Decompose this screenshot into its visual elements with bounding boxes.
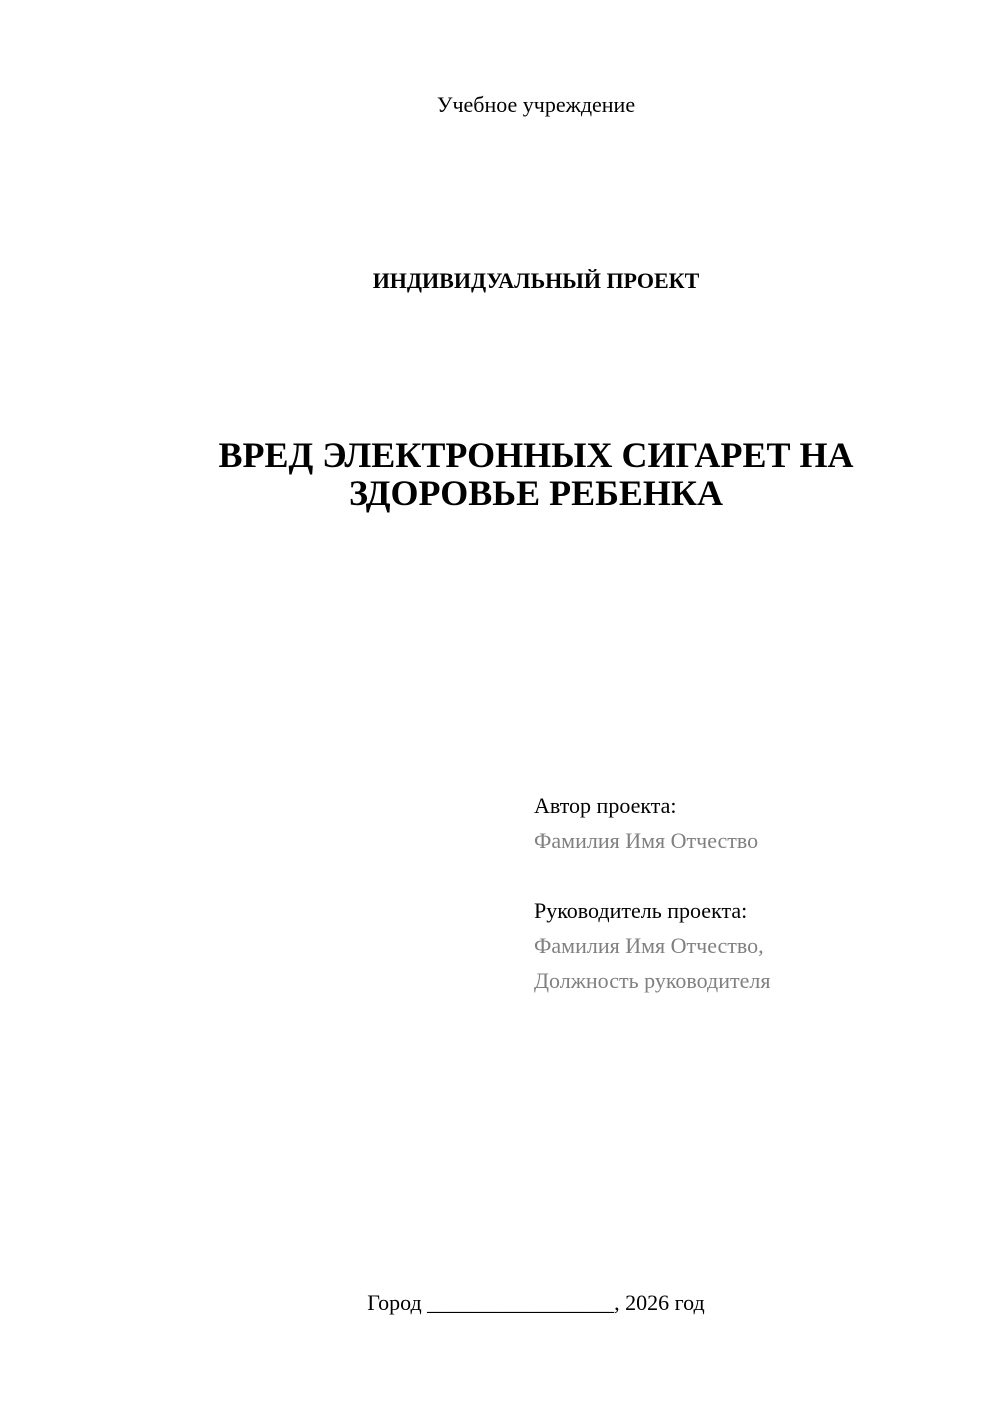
project-title-line-1: ВРЕД ЭЛЕКТРОННЫХ СИГАРЕТ НА xyxy=(218,435,854,475)
project-type-heading: ИНДИВИДУАЛЬНЫЙ ПРОЕКТ xyxy=(372,268,700,293)
author-name: Фамилия Имя Отчество xyxy=(534,828,759,853)
institution-name: Учебное учреждение xyxy=(436,92,636,117)
supervisor-position: Должность руководителя xyxy=(534,968,771,993)
supervisor-label: Руководитель проекта: xyxy=(534,898,748,923)
info-spacer xyxy=(534,858,974,893)
project-title xyxy=(0,436,1000,512)
project-title-line-2: ЗДОРОВЬЕ РЕБЕНКА xyxy=(348,473,724,513)
city-year-line: Город _________________, 2026 год xyxy=(367,1290,705,1315)
author-label: Автор проекта: xyxy=(534,793,677,818)
project-info-block xyxy=(534,788,974,998)
supervisor-name: Фамилия Имя Отчество, xyxy=(534,933,764,958)
